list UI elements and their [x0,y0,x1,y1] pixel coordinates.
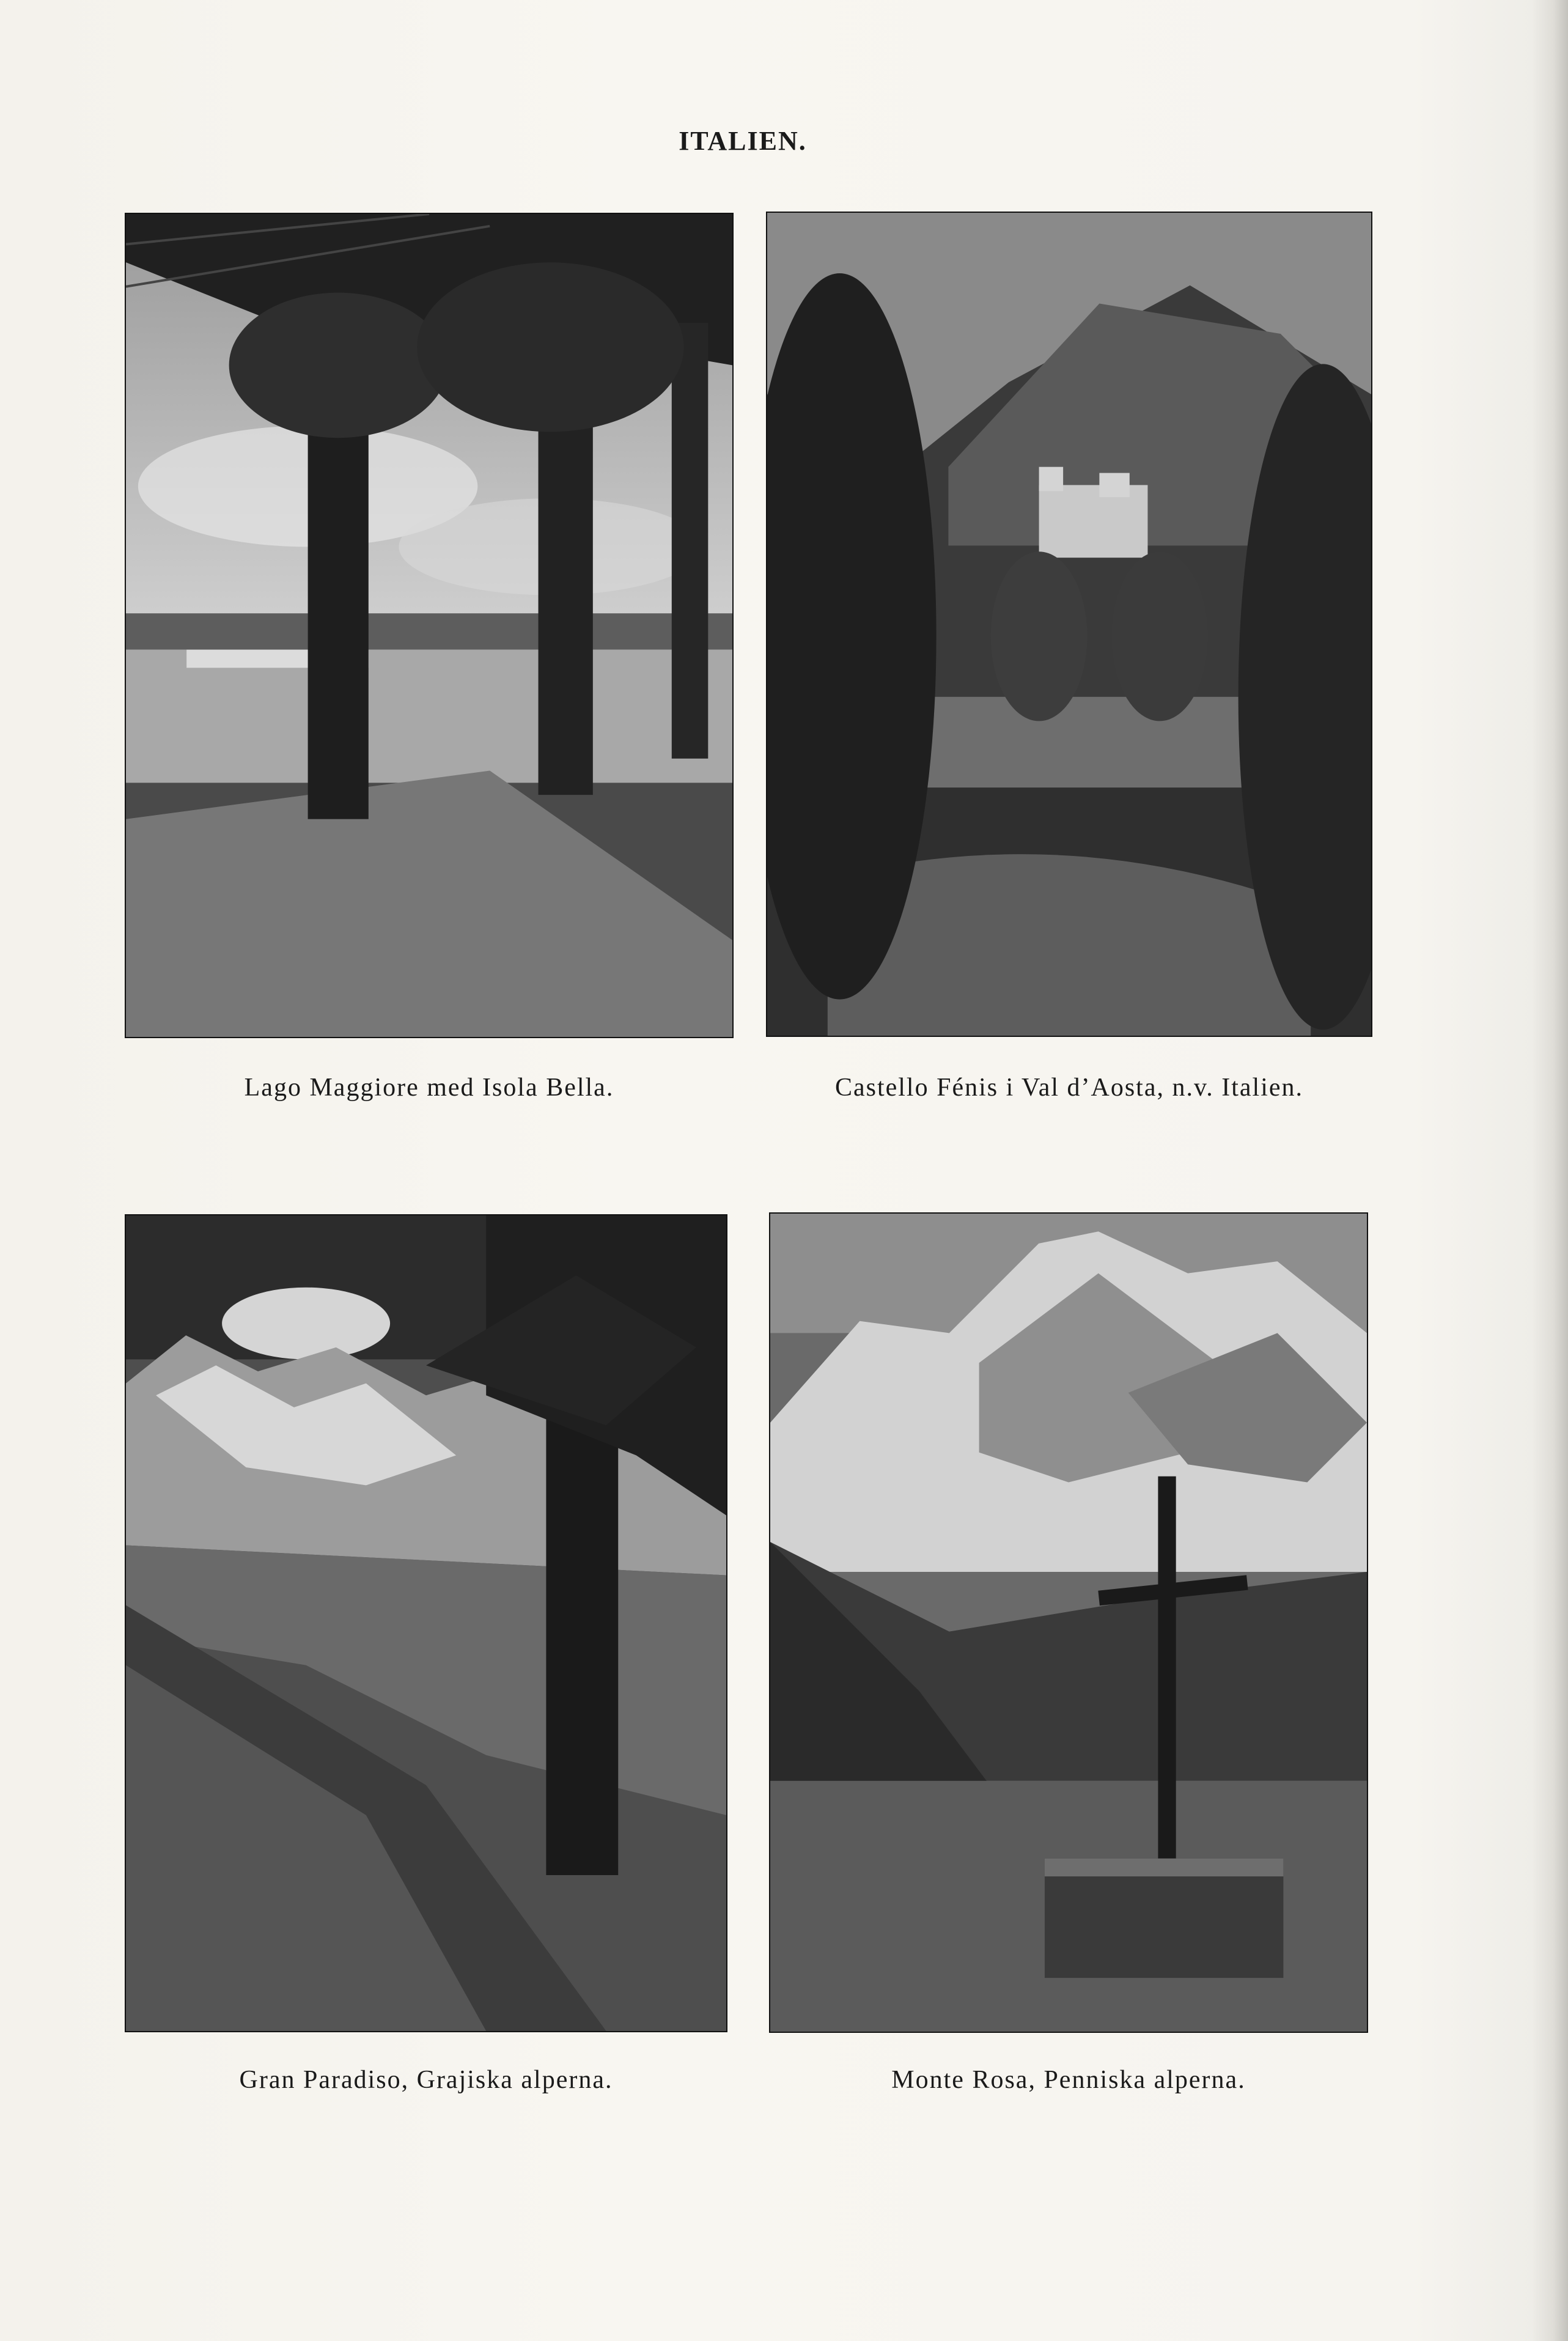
page-title: ITALIEN. [679,126,807,156]
caption-gran-paradiso: Gran Paradiso, Grajiska alperna. [239,2066,613,2094]
photo-gran-paradiso [126,1215,726,2031]
photo-lago-maggiore [126,214,732,1037]
caption-castello-fenis: Castello Fénis i Val d’Aosta, n.v. Italien. [834,1074,1304,1102]
caption-monte-rosa: Monte Rosa, Penniska alperna. [891,2066,1246,2094]
photo-castello-fenis [767,213,1371,1036]
photo-monte-rosa [770,1214,1367,2032]
page-edge [1531,0,1568,2341]
caption-lago-maggiore: Lago Maggiore med Isola Bella. [244,1074,614,1102]
